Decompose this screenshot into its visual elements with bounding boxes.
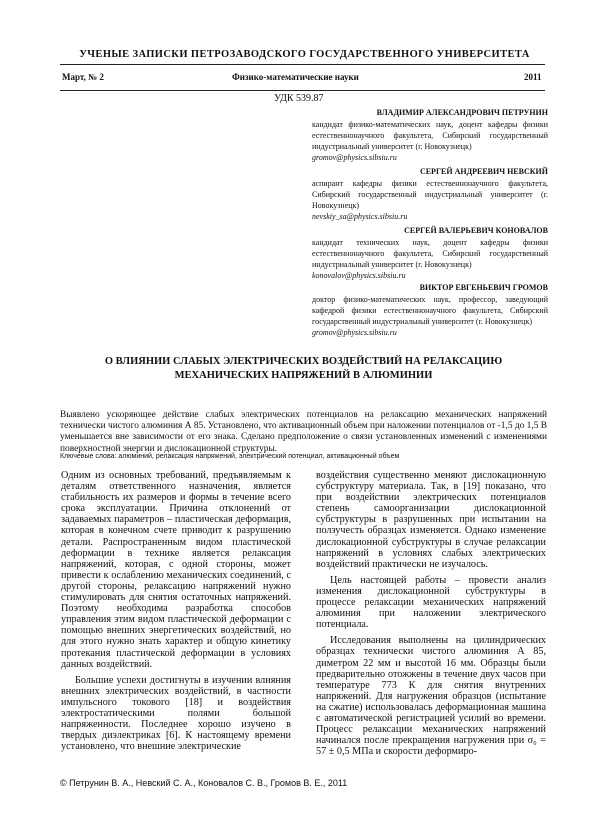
author-name: ВЛАДИМИР АЛЕКСАНДРОВИЧ ПЕТРУНИН bbox=[376, 108, 548, 117]
abstract: Выявлено ускоряющее действие слабых электрических потенциалов на релаксацию механических напряжений технически чистого алюминия А 85. Установлено, что активационный объем при наложении потенциалов от -1,5 до 1,5 В уменьшается вне зависимости от его знака. Сделано предположение о связи установленных изменений с изменениями поверхностной энергии и дислокационной структуры. bbox=[60, 410, 547, 454]
paragraph: Большие успехи достигнуты в изучении влияния внешних электрических воздействий, в частности импульсного токового [18] и воздействия электростатическими полями большой напряженности. Последнее хорошо изучено в твердых диэлектриках [6]. К настоящему времени установлено, что внешние электрические bbox=[61, 674, 291, 753]
author-name: СЕРГЕЙ ВАЛЕРЬЕВИЧ КОНОВАЛОВ bbox=[404, 226, 548, 235]
udc-code: УДК 539.87 bbox=[274, 93, 324, 104]
author-block bbox=[312, 283, 548, 339]
author-block bbox=[312, 108, 548, 164]
paragraph: воздействия существенно меняют дислокационную субструктуру материала. Так, в [19] показано, что при воздействии электрических потенциалов степень самоорганизации дислокационной субструктуры в разрушенных при испытании на ползучесть образцах изменяется. Однако изменение дислокационной субструктуры в случае релаксации напряжений в условиях слабых электрических воздействий практически не изучалось. bbox=[316, 470, 546, 570]
section-name: Физико-математические науки bbox=[232, 72, 359, 82]
article-title: О ВЛИЯНИИ СЛАБЫХ ЭЛЕКТРИЧЕСКИХ ВОЗДЕЙСТВИЙ НА РЕЛАКСАЦИЮ МЕХАНИЧЕСКИХ НАПРЯЖЕНИЙ В АЛЮМИНИИ bbox=[104, 356, 503, 381]
author-email[interactable]: gromov@physics.sibsiu.ru bbox=[312, 327, 397, 337]
body-column-left bbox=[61, 470, 291, 752]
header-rule-top bbox=[60, 64, 545, 65]
paragraph: Одним из основных требований, предъявляемым к деталям ответственного назначения, является стабильность их размеров и формы в течение всего срока эксплуатации. Причина отклонений от задаваемых параметров – пластическая деформация, которая в конечном счете приводит к разрушению детали. Распространенным видом пластической деформации в технике является релаксация напряжений, которая, с одной стороны, может привести к ослаблению механических соединений, с другой стороны, релаксацию напряжений нужно стимулировать для снятия остаточных напряжений. Поэтому необходима разработка способов управления этим видом пластической деформации с помощью внешних энергетических воздействий, но для этого нужно знать характер и общую кинетику протекания пластической деформации в условиях данных воздействий. bbox=[61, 470, 291, 670]
author-affiliation: доктор физико-математических наук, профессор, заведующий кафедрой физики естественнонаучного факультета, Сибирский государственный индустриальный университет (г. Новокузнецк) bbox=[312, 294, 548, 326]
keywords: Ключевые слова: алюминий, релаксация напряжений, электрический потенциал, активационный объем bbox=[60, 453, 400, 460]
author-affiliation: кандидат физико-математических наук, доцент кафедры физики естественнонаучного факультета, Сибирский государственный индустриальный университет (г. Новокузнецк) bbox=[312, 119, 548, 151]
issue-year: 2011 bbox=[524, 72, 542, 82]
author-email[interactable]: nevskiy_sa@physics.sibsiu.ru bbox=[312, 211, 408, 221]
author-block bbox=[312, 226, 548, 282]
paragraph: Исследования выполнены на цилиндрических образцах технически чистого алюминия А 85, диметром 22 мм и высотой 16 мм. Образцы были предварительно отожжены в течение двух часов при температуре 773 К для снятия внутренних напряжений. Для нагружения образцов (испытание на сжатие) использовалась деформационная машина с автоматической регистрацией усилий во времени. Процесс релаксации механических напряжений начинался после прекращения нагружения при σ₀ = 57 ± 0,5 МПа и скорости деформиро- bbox=[316, 635, 546, 758]
author-name: ВИКТОР ЕВГЕНЬЕВИЧ ГРОМОВ bbox=[419, 283, 548, 292]
copyright-notice: © Петрунин В. А., Невский С. А., Коновалов С. В., Громов В. Е., 2011 bbox=[60, 778, 348, 788]
paragraph: Цель настоящей работы – провести анализ изменения дислокационной субструктуры в процессе релаксации механических напряжений алюминия при наложении электрического потенциала. bbox=[316, 574, 546, 631]
author-email[interactable]: konovalov@physics.sibsiu.ru bbox=[312, 270, 406, 280]
author-email[interactable]: gromov@physics.sibsiu.ru bbox=[312, 152, 397, 162]
author-block bbox=[312, 167, 548, 223]
author-name: СЕРГЕЙ АНДРЕЕВИЧ НЕВСКИЙ bbox=[419, 167, 548, 176]
author-affiliation: аспирант кафедры физики естественнонаучного факультета, Сибирский государственный индустриальный университет (г. Новокузнецк) bbox=[312, 178, 548, 210]
body-column-right bbox=[316, 470, 546, 757]
author-affiliation: кандидат технических наук, доцент кафедры физики естественнонаучного факультета, Сибирский государственный индустриальный университет (г. Новокузнецк) bbox=[312, 237, 548, 269]
issue-number: Март, № 2 bbox=[62, 72, 104, 82]
header-rule-bottom bbox=[60, 90, 545, 91]
journal-title: УЧЕНЫЕ ЗАПИСКИ ПЕТРОЗАВОДСКОГО ГОСУДАРСТВЕННОГО УНИВЕРСИТЕТА bbox=[79, 49, 530, 60]
